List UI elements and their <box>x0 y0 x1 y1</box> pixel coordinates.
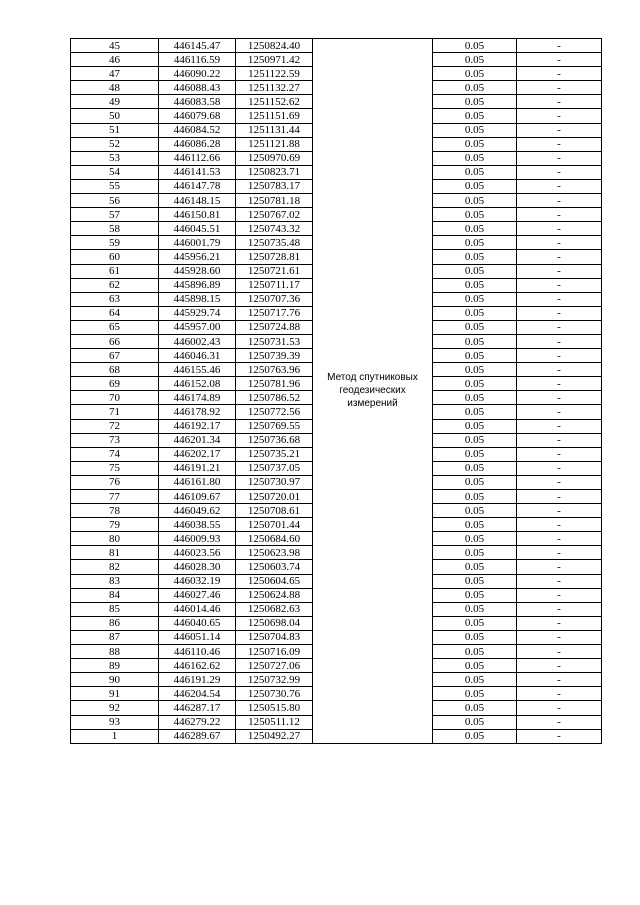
y-coordinate-cell: 1250707.36 <box>236 292 313 306</box>
x-coordinate-cell: 446014.46 <box>159 602 236 616</box>
note-cell: - <box>517 179 602 193</box>
y-coordinate-cell: 1250970.69 <box>236 151 313 165</box>
accuracy-cell: 0.05 <box>433 208 517 222</box>
y-coordinate-cell: 1250603.74 <box>236 560 313 574</box>
y-coordinate-cell: 1250682.63 <box>236 602 313 616</box>
point-number-cell: 86 <box>71 616 159 630</box>
note-cell: - <box>517 137 602 151</box>
accuracy-cell: 0.05 <box>433 306 517 320</box>
point-number-cell: 55 <box>71 179 159 193</box>
note-cell: - <box>517 701 602 715</box>
point-number-cell: 93 <box>71 715 159 729</box>
y-coordinate-cell: 1250823.71 <box>236 165 313 179</box>
note-cell: - <box>517 419 602 433</box>
note-cell: - <box>517 250 602 264</box>
y-coordinate-cell: 1250727.06 <box>236 659 313 673</box>
accuracy-cell: 0.05 <box>433 729 517 743</box>
y-coordinate-cell: 1250737.05 <box>236 461 313 475</box>
x-coordinate-cell: 446028.30 <box>159 560 236 574</box>
y-coordinate-cell: 1250511.12 <box>236 715 313 729</box>
point-number-cell: 64 <box>71 306 159 320</box>
point-number-cell: 82 <box>71 560 159 574</box>
point-number-cell: 45 <box>71 39 159 53</box>
accuracy-cell: 0.05 <box>433 701 517 715</box>
accuracy-cell: 0.05 <box>433 715 517 729</box>
y-coordinate-cell: 1250743.32 <box>236 222 313 236</box>
y-coordinate-cell: 1250732.99 <box>236 673 313 687</box>
x-coordinate-cell: 446287.17 <box>159 701 236 715</box>
accuracy-cell: 0.05 <box>433 165 517 179</box>
note-cell: - <box>517 306 602 320</box>
point-number-cell: 78 <box>71 504 159 518</box>
note-cell: - <box>517 715 602 729</box>
accuracy-cell: 0.05 <box>433 504 517 518</box>
coordinates-table <box>70 38 602 744</box>
note-cell: - <box>517 602 602 616</box>
accuracy-cell: 0.05 <box>433 673 517 687</box>
accuracy-cell: 0.05 <box>433 602 517 616</box>
x-coordinate-cell: 446027.46 <box>159 588 236 602</box>
point-number-cell: 77 <box>71 490 159 504</box>
point-number-cell: 84 <box>71 588 159 602</box>
y-coordinate-cell: 1250781.18 <box>236 194 313 208</box>
accuracy-cell: 0.05 <box>433 532 517 546</box>
x-coordinate-cell: 446038.55 <box>159 518 236 532</box>
accuracy-cell: 0.05 <box>433 334 517 348</box>
point-number-cell: 50 <box>71 109 159 123</box>
accuracy-cell: 0.05 <box>433 123 517 137</box>
note-cell: - <box>517 673 602 687</box>
point-number-cell: 87 <box>71 630 159 644</box>
point-number-cell: 89 <box>71 659 159 673</box>
y-coordinate-cell: 1250623.98 <box>236 546 313 560</box>
point-number-cell: 83 <box>71 574 159 588</box>
x-coordinate-cell: 446083.58 <box>159 95 236 109</box>
point-number-cell: 61 <box>71 264 159 278</box>
y-coordinate-cell: 1251122.59 <box>236 67 313 81</box>
note-cell: - <box>517 616 602 630</box>
y-coordinate-cell: 1250735.48 <box>236 236 313 250</box>
note-cell: - <box>517 475 602 489</box>
accuracy-cell: 0.05 <box>433 475 517 489</box>
point-number-cell: 65 <box>71 320 159 334</box>
note-cell: - <box>517 194 602 208</box>
note-cell: - <box>517 320 602 334</box>
accuracy-cell: 0.05 <box>433 391 517 405</box>
note-cell: - <box>517 574 602 588</box>
accuracy-cell: 0.05 <box>433 405 517 419</box>
accuracy-cell: 0.05 <box>433 292 517 306</box>
note-cell: - <box>517 391 602 405</box>
accuracy-cell: 0.05 <box>433 67 517 81</box>
y-coordinate-cell: 1250721.61 <box>236 264 313 278</box>
accuracy-cell: 0.05 <box>433 320 517 334</box>
x-coordinate-cell: 446150.81 <box>159 208 236 222</box>
x-coordinate-cell: 446046.31 <box>159 349 236 363</box>
note-cell: - <box>517 67 602 81</box>
point-number-cell: 80 <box>71 532 159 546</box>
x-coordinate-cell: 446191.29 <box>159 673 236 687</box>
point-number-cell: 70 <box>71 391 159 405</box>
y-coordinate-cell: 1250716.09 <box>236 645 313 659</box>
note-cell: - <box>517 630 602 644</box>
point-number-cell: 60 <box>71 250 159 264</box>
y-coordinate-cell: 1250515.80 <box>236 701 313 715</box>
accuracy-cell: 0.05 <box>433 461 517 475</box>
point-number-cell: 74 <box>71 447 159 461</box>
point-number-cell: 85 <box>71 602 159 616</box>
point-number-cell: 69 <box>71 377 159 391</box>
y-coordinate-cell: 1250492.27 <box>236 729 313 743</box>
accuracy-cell: 0.05 <box>433 39 517 53</box>
y-coordinate-cell: 1250763.96 <box>236 363 313 377</box>
table-row <box>71 39 602 53</box>
x-coordinate-cell: 446201.34 <box>159 433 236 447</box>
x-coordinate-cell: 445956.21 <box>159 250 236 264</box>
note-cell: - <box>517 461 602 475</box>
point-number-cell: 91 <box>71 687 159 701</box>
x-coordinate-cell: 446086.28 <box>159 137 236 151</box>
accuracy-cell: 0.05 <box>433 264 517 278</box>
note-cell: - <box>517 53 602 67</box>
y-coordinate-cell: 1250708.61 <box>236 504 313 518</box>
note-cell: - <box>517 208 602 222</box>
y-coordinate-cell: 1250786.52 <box>236 391 313 405</box>
y-coordinate-cell: 1250730.97 <box>236 475 313 489</box>
y-coordinate-cell: 1251132.27 <box>236 81 313 95</box>
x-coordinate-cell: 446112.66 <box>159 151 236 165</box>
point-number-cell: 92 <box>71 701 159 715</box>
note-cell: - <box>517 95 602 109</box>
y-coordinate-cell: 1250720.01 <box>236 490 313 504</box>
x-coordinate-cell: 446161.80 <box>159 475 236 489</box>
note-cell: - <box>517 560 602 574</box>
note-cell: - <box>517 490 602 504</box>
accuracy-cell: 0.05 <box>433 349 517 363</box>
y-coordinate-cell: 1250717.76 <box>236 306 313 320</box>
x-coordinate-cell: 446051.14 <box>159 630 236 644</box>
x-coordinate-cell: 445928.60 <box>159 264 236 278</box>
x-coordinate-cell: 446045.51 <box>159 222 236 236</box>
point-number-cell: 56 <box>71 194 159 208</box>
y-coordinate-cell: 1250711.17 <box>236 278 313 292</box>
note-cell: - <box>517 222 602 236</box>
point-number-cell: 72 <box>71 419 159 433</box>
x-coordinate-cell: 446178.92 <box>159 405 236 419</box>
y-coordinate-cell: 1250728.81 <box>236 250 313 264</box>
x-coordinate-cell: 446009.93 <box>159 532 236 546</box>
accuracy-cell: 0.05 <box>433 616 517 630</box>
note-cell: - <box>517 264 602 278</box>
x-coordinate-cell: 446147.78 <box>159 179 236 193</box>
point-number-cell: 1 <box>71 729 159 743</box>
y-coordinate-cell: 1250624.88 <box>236 588 313 602</box>
x-coordinate-cell: 446174.89 <box>159 391 236 405</box>
note-cell: - <box>517 363 602 377</box>
coordinates-table-body <box>71 39 602 744</box>
y-coordinate-cell: 1250772.56 <box>236 405 313 419</box>
accuracy-cell: 0.05 <box>433 645 517 659</box>
note-cell: - <box>517 546 602 560</box>
accuracy-cell: 0.05 <box>433 419 517 433</box>
point-number-cell: 81 <box>71 546 159 560</box>
y-coordinate-cell: 1251121.88 <box>236 137 313 151</box>
x-coordinate-cell: 446202.17 <box>159 447 236 461</box>
point-number-cell: 90 <box>71 673 159 687</box>
note-cell: - <box>517 588 602 602</box>
x-coordinate-cell: 446023.56 <box>159 546 236 560</box>
y-coordinate-cell: 1250604.65 <box>236 574 313 588</box>
x-coordinate-cell: 446191.21 <box>159 461 236 475</box>
accuracy-cell: 0.05 <box>433 109 517 123</box>
x-coordinate-cell: 445896.89 <box>159 278 236 292</box>
point-number-cell: 47 <box>71 67 159 81</box>
point-number-cell: 49 <box>71 95 159 109</box>
x-coordinate-cell: 446289.67 <box>159 729 236 743</box>
x-coordinate-cell: 445957.00 <box>159 320 236 334</box>
point-number-cell: 71 <box>71 405 159 419</box>
accuracy-cell: 0.05 <box>433 151 517 165</box>
point-number-cell: 59 <box>71 236 159 250</box>
y-coordinate-cell: 1251151.69 <box>236 109 313 123</box>
note-cell: - <box>517 377 602 391</box>
point-number-cell: 76 <box>71 475 159 489</box>
x-coordinate-cell: 446109.67 <box>159 490 236 504</box>
accuracy-cell: 0.05 <box>433 179 517 193</box>
accuracy-cell: 0.05 <box>433 137 517 151</box>
accuracy-cell: 0.05 <box>433 490 517 504</box>
point-number-cell: 63 <box>71 292 159 306</box>
x-coordinate-cell: 446141.53 <box>159 165 236 179</box>
y-coordinate-cell: 1250698.04 <box>236 616 313 630</box>
x-coordinate-cell: 446116.59 <box>159 53 236 67</box>
note-cell: - <box>517 109 602 123</box>
y-coordinate-cell: 1250824.40 <box>236 39 313 53</box>
point-number-cell: 68 <box>71 363 159 377</box>
x-coordinate-cell: 446002.43 <box>159 334 236 348</box>
note-cell: - <box>517 81 602 95</box>
y-coordinate-cell: 1250701.44 <box>236 518 313 532</box>
y-coordinate-cell: 1250704.83 <box>236 630 313 644</box>
x-coordinate-cell: 446001.79 <box>159 236 236 250</box>
x-coordinate-cell: 446148.15 <box>159 194 236 208</box>
accuracy-cell: 0.05 <box>433 574 517 588</box>
accuracy-cell: 0.05 <box>433 222 517 236</box>
point-number-cell: 66 <box>71 334 159 348</box>
point-number-cell: 67 <box>71 349 159 363</box>
note-cell: - <box>517 532 602 546</box>
note-cell: - <box>517 292 602 306</box>
x-coordinate-cell: 446079.68 <box>159 109 236 123</box>
note-cell: - <box>517 645 602 659</box>
point-number-cell: 46 <box>71 53 159 67</box>
point-number-cell: 62 <box>71 278 159 292</box>
x-coordinate-cell: 445929.74 <box>159 306 236 320</box>
note-cell: - <box>517 39 602 53</box>
note-cell: - <box>517 405 602 419</box>
x-coordinate-cell: 446145.47 <box>159 39 236 53</box>
y-coordinate-cell: 1250769.55 <box>236 419 313 433</box>
y-coordinate-cell: 1251131.44 <box>236 123 313 137</box>
x-coordinate-cell: 446192.17 <box>159 419 236 433</box>
note-cell: - <box>517 236 602 250</box>
point-number-cell: 51 <box>71 123 159 137</box>
accuracy-cell: 0.05 <box>433 518 517 532</box>
method-cell: Метод спутниковых геодезических измерений <box>313 39 433 744</box>
accuracy-cell: 0.05 <box>433 687 517 701</box>
note-cell: - <box>517 687 602 701</box>
accuracy-cell: 0.05 <box>433 363 517 377</box>
y-coordinate-cell: 1250781.96 <box>236 377 313 391</box>
accuracy-cell: 0.05 <box>433 250 517 264</box>
x-coordinate-cell: 445898.15 <box>159 292 236 306</box>
point-number-cell: 79 <box>71 518 159 532</box>
accuracy-cell: 0.05 <box>433 236 517 250</box>
x-coordinate-cell: 446032.19 <box>159 574 236 588</box>
accuracy-cell: 0.05 <box>433 53 517 67</box>
point-number-cell: 73 <box>71 433 159 447</box>
y-coordinate-cell: 1250735.21 <box>236 447 313 461</box>
y-coordinate-cell: 1250736.68 <box>236 433 313 447</box>
note-cell: - <box>517 518 602 532</box>
note-cell: - <box>517 349 602 363</box>
note-cell: - <box>517 278 602 292</box>
y-coordinate-cell: 1250724.88 <box>236 320 313 334</box>
accuracy-cell: 0.05 <box>433 546 517 560</box>
x-coordinate-cell: 446040.65 <box>159 616 236 630</box>
y-coordinate-cell: 1250767.02 <box>236 208 313 222</box>
note-cell: - <box>517 123 602 137</box>
x-coordinate-cell: 446152.08 <box>159 377 236 391</box>
y-coordinate-cell: 1250684.60 <box>236 532 313 546</box>
y-coordinate-cell: 1250731.53 <box>236 334 313 348</box>
point-number-cell: 58 <box>71 222 159 236</box>
accuracy-cell: 0.05 <box>433 81 517 95</box>
accuracy-cell: 0.05 <box>433 433 517 447</box>
note-cell: - <box>517 334 602 348</box>
accuracy-cell: 0.05 <box>433 95 517 109</box>
note-cell: - <box>517 165 602 179</box>
accuracy-cell: 0.05 <box>433 560 517 574</box>
y-coordinate-cell: 1250971.42 <box>236 53 313 67</box>
x-coordinate-cell: 446204.54 <box>159 687 236 701</box>
x-coordinate-cell: 446279.22 <box>159 715 236 729</box>
accuracy-cell: 0.05 <box>433 447 517 461</box>
note-cell: - <box>517 729 602 743</box>
point-number-cell: 52 <box>71 137 159 151</box>
point-number-cell: 88 <box>71 645 159 659</box>
x-coordinate-cell: 446155.46 <box>159 363 236 377</box>
accuracy-cell: 0.05 <box>433 630 517 644</box>
y-coordinate-cell: 1250739.39 <box>236 349 313 363</box>
x-coordinate-cell: 446090.22 <box>159 67 236 81</box>
note-cell: - <box>517 447 602 461</box>
y-coordinate-cell: 1250730.76 <box>236 687 313 701</box>
y-coordinate-cell: 1251152.62 <box>236 95 313 109</box>
point-number-cell: 53 <box>71 151 159 165</box>
accuracy-cell: 0.05 <box>433 278 517 292</box>
point-number-cell: 54 <box>71 165 159 179</box>
point-number-cell: 48 <box>71 81 159 95</box>
note-cell: - <box>517 504 602 518</box>
accuracy-cell: 0.05 <box>433 659 517 673</box>
accuracy-cell: 0.05 <box>433 194 517 208</box>
accuracy-cell: 0.05 <box>433 377 517 391</box>
y-coordinate-cell: 1250783.17 <box>236 179 313 193</box>
note-cell: - <box>517 433 602 447</box>
x-coordinate-cell: 446049.62 <box>159 504 236 518</box>
accuracy-cell: 0.05 <box>433 588 517 602</box>
note-cell: - <box>517 151 602 165</box>
x-coordinate-cell: 446162.62 <box>159 659 236 673</box>
x-coordinate-cell: 446084.52 <box>159 123 236 137</box>
note-cell: - <box>517 659 602 673</box>
x-coordinate-cell: 446110.46 <box>159 645 236 659</box>
point-number-cell: 57 <box>71 208 159 222</box>
point-number-cell: 75 <box>71 461 159 475</box>
x-coordinate-cell: 446088.43 <box>159 81 236 95</box>
